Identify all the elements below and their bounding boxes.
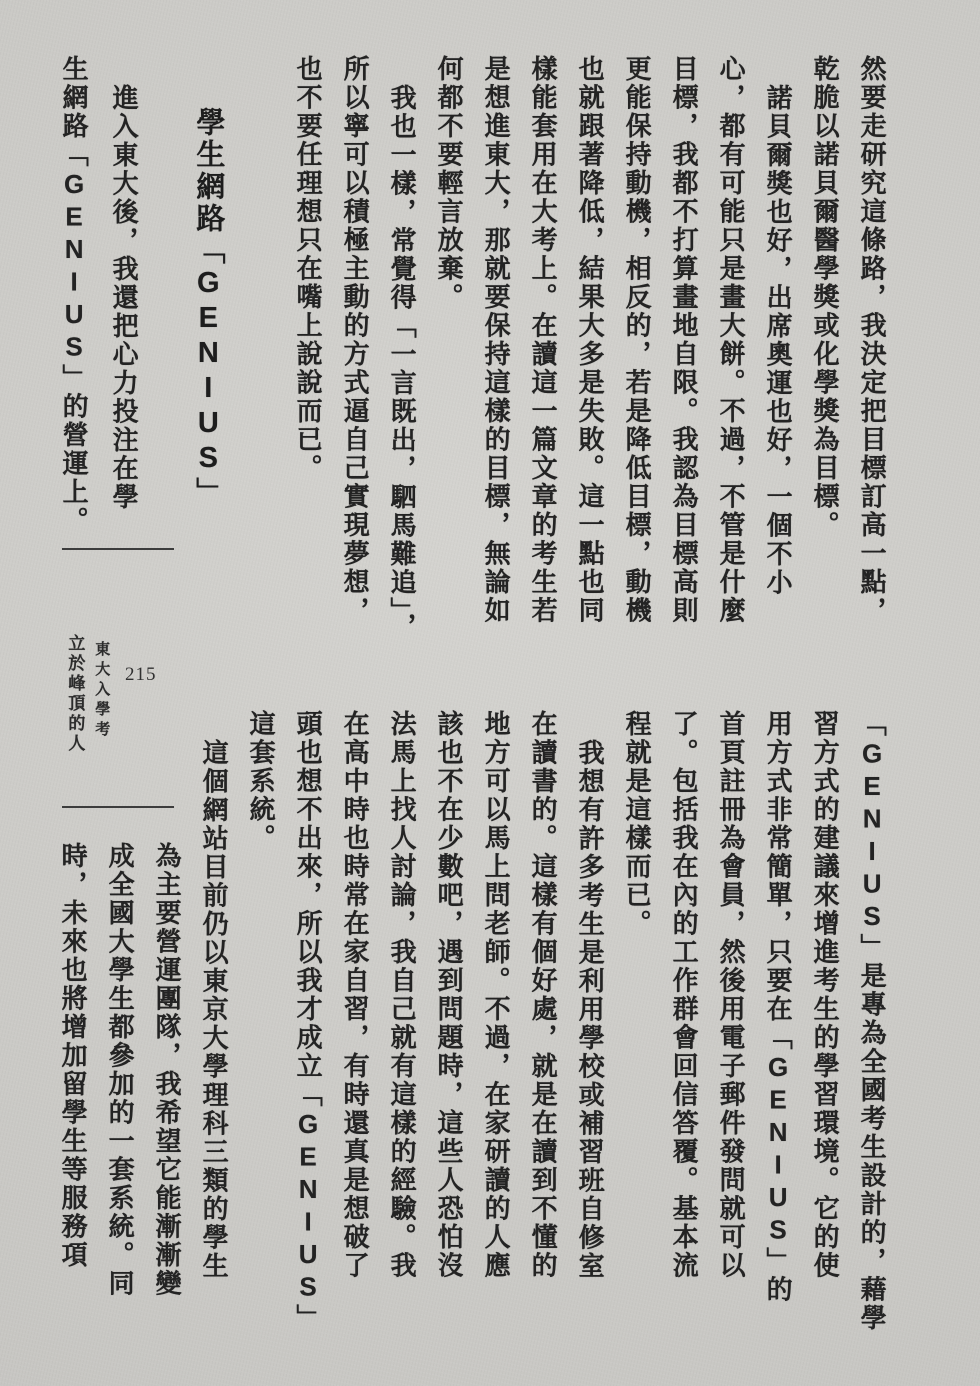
text-column: 在讀書的。這樣有個好處，就是在讀到不懂的 (528, 710, 559, 1280)
text-column: 該也不在少數吧，遇到問題時，這些人恐怕沒 (434, 710, 465, 1280)
text-column: 了。包括我在內的工作群會回信答覆。基本流 (669, 710, 700, 1280)
text-column: 程就是這樣而已。 (622, 710, 653, 938)
text-column: 是想進東大，那就要保持這樣的目標，無論如 (481, 55, 512, 625)
running-title-book: 立於峰頂的人 (65, 634, 85, 754)
text-column: 也不要任理想只在嘴上說說而已。 (293, 55, 324, 483)
text-column: 心，都有可能只是畫大餅。不過，不管是什麼 (716, 55, 747, 625)
text-column: 「GENIUS」是專為全國考生設計的，藉學 (857, 710, 888, 1333)
text-column: 這套系統。 (246, 710, 277, 853)
text-column: 首頁註冊為會員，然後用電子郵件發問就可以 (716, 710, 747, 1280)
text-column: 為主要營運團隊，我希望它能漸漸變 (152, 842, 183, 1298)
text-column: 時，未來也將增加留學生等服務項 (58, 842, 89, 1270)
running-title-series: 東大入學考 (93, 641, 111, 741)
text-column: 目標，我都不打算畫地自限。我認為目標高則 (669, 55, 700, 625)
text-column: 地方可以馬上問老師。不過，在家研讀的人應 (481, 710, 512, 1280)
text-column: 這個網站目前仍以東京大學理科三類的學生 (199, 739, 230, 1281)
text-column: 習方式的建議來增進考生的學習環境。它的使 (810, 710, 841, 1280)
text-column: 成全國大學生都參加的一套系統。同 (105, 842, 136, 1298)
footer-rule-bottom (62, 806, 174, 808)
text-column: 乾脆以諾貝爾醫學獎或化學獎為目標。 (810, 55, 841, 540)
page-number: 215 (125, 664, 157, 685)
text-column: 用方式非常簡單，只要在「GENIUS」的 (763, 710, 794, 1304)
text-column: 所以寧可以積極主動的方式逼自己實現夢想， (340, 55, 371, 625)
text-column: 然要走研究這條路，我決定把目標訂高一點， (857, 55, 888, 625)
text-column: 我想有許多考生是利用學校或補習班自修室 (575, 739, 606, 1281)
text-column: 生網路「GENIUS」的營運上。 (59, 55, 90, 535)
text-column: 樣能套用在大考上。在讀這一篇文章的考生若 (528, 55, 559, 625)
text-column: 法馬上找人討論，我自己就有這樣的經驗。我 (387, 710, 418, 1280)
text-column: 何都不要輕言放棄。 (434, 55, 465, 312)
section-heading: 學生網路「GENIUS」 (192, 107, 225, 509)
text-column: 在高中時也時常在家自習，有時還真是想破了 (340, 710, 371, 1280)
text-column: 我也一樣，常覺得「一言既出，駟馬難追」， (387, 84, 418, 641)
text-column: 更能保持動機，相反的，若是降低目標，動機 (622, 55, 653, 625)
text-column: 進入東大後，我還把心力投注在學 (109, 84, 140, 512)
text-column: 也就跟著降低，結果大多是失敗。這一點也同 (575, 55, 606, 625)
text-column: 諾貝爾獎也好，出席奧運也好，一個不小 (763, 84, 794, 597)
text-column: 頭也想不出來，所以我才成立「GENIUS」 (293, 710, 324, 1333)
footer-rule-top (62, 548, 174, 550)
